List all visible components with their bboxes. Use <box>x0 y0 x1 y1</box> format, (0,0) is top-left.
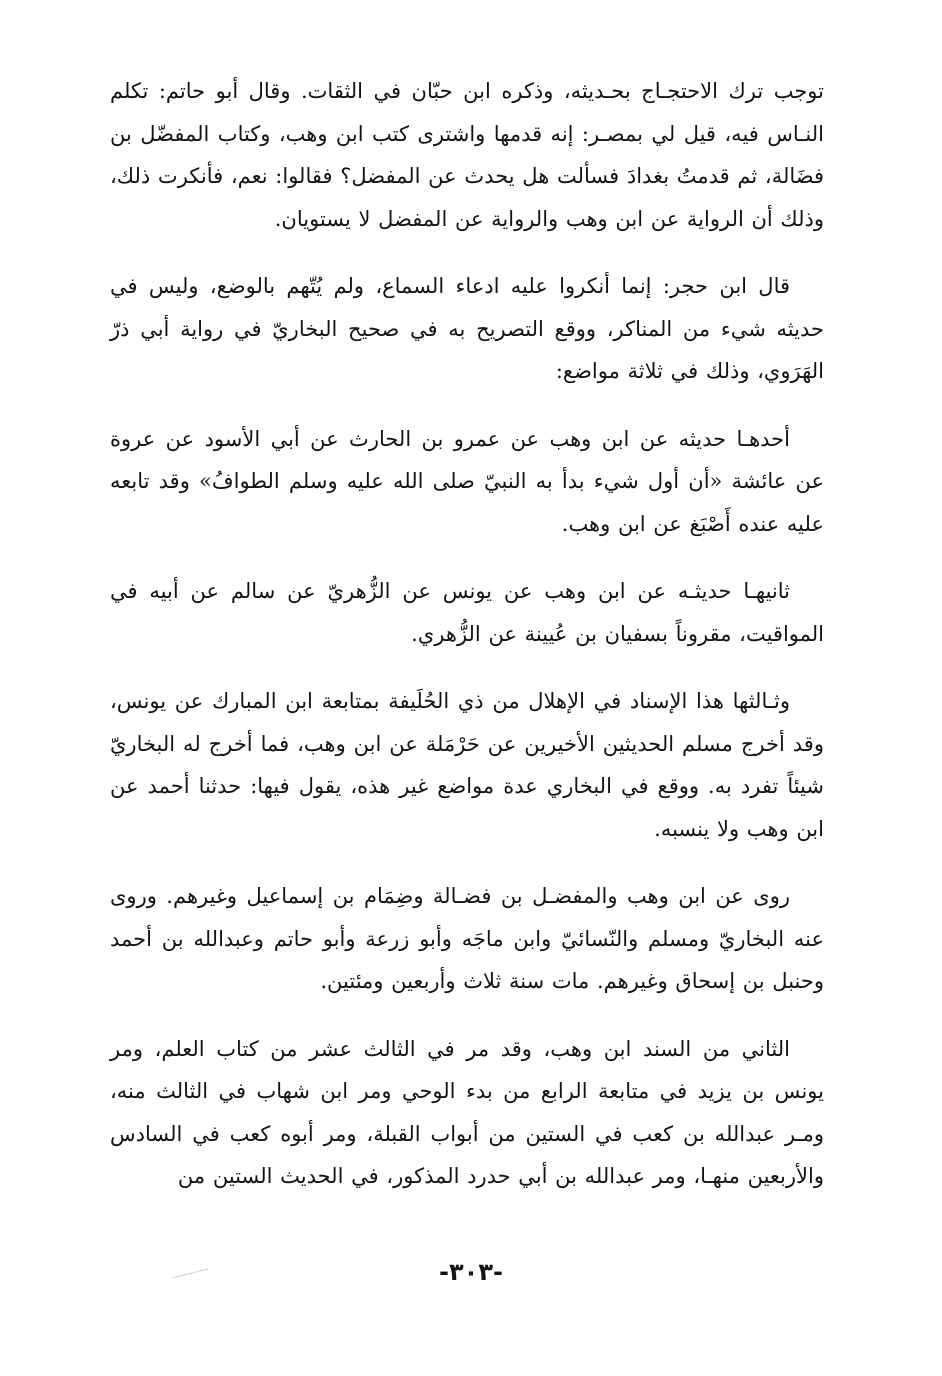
paragraph-second-of-chain: الثاني من السند ابن وهب، وقد مر في الثالث عشر من كتاب العلم، ومر يونس بن يزيد في متابعة الرابع من بدء الوحي ومر ابن شهاب في الثالث منه، ومـر عبدالله بن كعب في الستين من أبواب القبلة، ومر أبوه كعب في السادس والأربعين منهـا، ومر عبدالله بن أبي حدرد المذكور، في الحديث الستين من <box>110 1036 824 1188</box>
paragraph-second-place: ثانيهـا حديثـه عن ابن وهب عن يونس عن الزُّهريّ عن سالم عن أبيه في المواقيت، مقروناً بسفيان بن عُيينة عن الزُّهري. <box>110 579 824 646</box>
page-body <box>110 70 824 1223</box>
paragraph-third-place: وثـالثها هذا الإسناد في الإهلال من ذي الحُلَيفة بمتابعة ابن المبارك عن يونس، وقد أخرج مسلم الحديثين الأخيرين عن حَرْمَلة عن ابن وهب، فما أخرج له البخاريّ شيئاً تفرد به. ووقع في البخاري عدة مواضع غير هذه، يقول فيها: حدثنا أحمد عن ابن وهب ولا ينسبه. <box>110 689 824 841</box>
paragraph-first-place: أحدهـا حديثه عن ابن وهب عن عمرو بن الحارث عن أبي الأسود عن عروة عن عائشة «أن أول شيء بدأ به النبيّ صلى الله عليه وسلم الطوافُ» وقد تابعه عليه عنده أَصْبَغ عن ابن وهب. <box>110 426 824 536</box>
page-number: -٣٠٣- <box>439 1258 503 1286</box>
paragraph-narrators: روى عن ابن وهب والمفضـل بن فضـالة وضِمَام بن إسماعيل وغيرهم. وروى عنه البخاريّ ومسلم والنّسائيّ وابن ماجَه وأبو زرعة وأبو حاتم وعبدالله بن أحمد وحنبل بن إسحاق وغيرهم. مات سنة ثلاث وأربعين ومئتين. <box>110 884 824 993</box>
paragraph-continued: توجب ترك الاحتجـاج بحـديثه، وذكره ابن حبّان في الثقات. وقال أبو حاتم: تكلم النـاس فيه، قيل لي بمصـر: إنه قدمها واشترى كتب ابن وهب، وكتاب المفضّل بن فضَالة، ثم قدمتُ بغدادَ فسألت هل يحدث عن المفضل؟ فقالوا: نعم، فأنكرت ذلك، وذلك أن الرواية عن ابن وهب والرواية عن المفضل لا يستويان. <box>110 79 824 231</box>
paragraph-ibn-hajar: قال ابن حجر: إنما أنكروا عليه ادعاء السماع، ولم يُتّهم بالوضع، وليس في حديثه شيء من المناكر، ووقع التصريح به في صحيح البخاريّ في رواية أبي ذرّ الهَرَوي، وذلك في ثلاثة مواضع: <box>110 274 824 383</box>
